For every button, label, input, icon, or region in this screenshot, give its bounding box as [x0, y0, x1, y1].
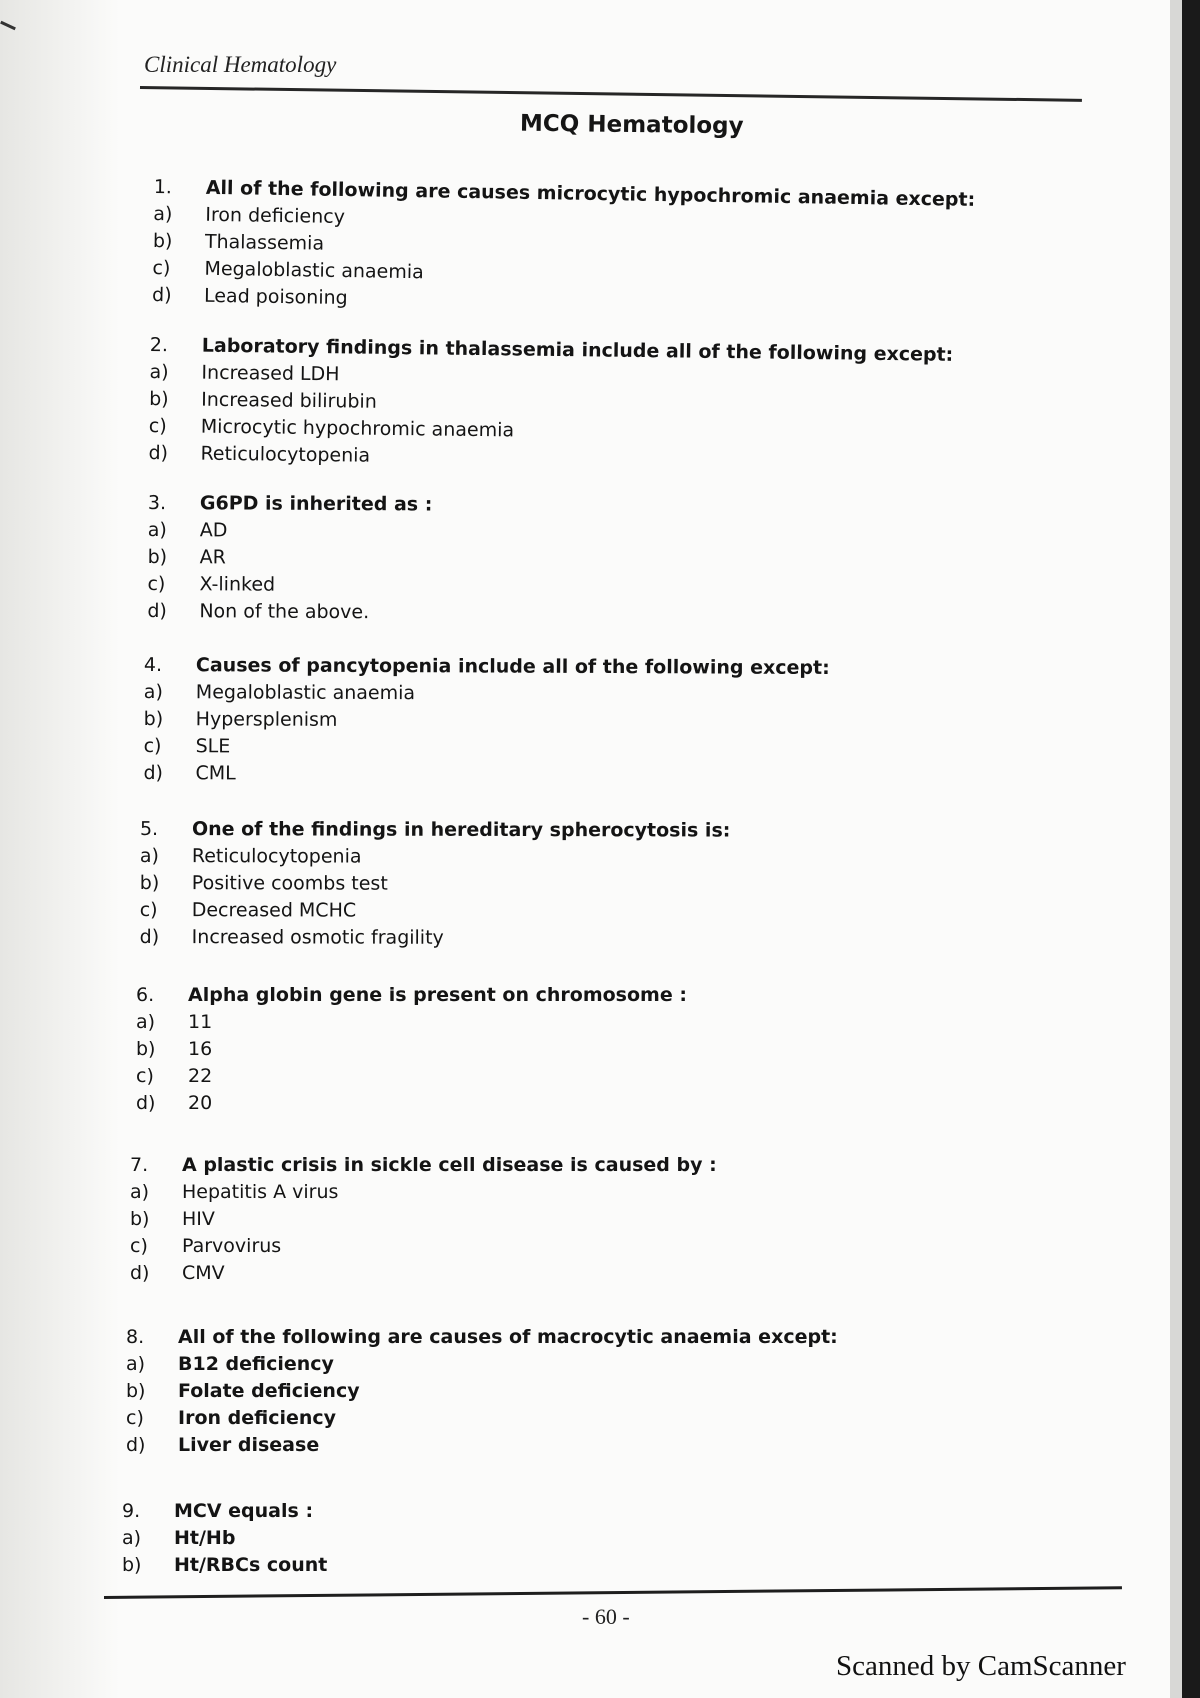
question-8 — [126, 1324, 1026, 1459]
option-letter: b) — [152, 229, 173, 253]
question-number: 5. — [139, 818, 159, 841]
option-text: B12 deficiency — [178, 1353, 334, 1375]
option-letter: d) — [148, 441, 169, 465]
section-title: MCQ Hematology — [519, 110, 744, 140]
question-1 — [152, 174, 1054, 323]
question-number: 3. — [147, 491, 167, 515]
option-letter: c) — [147, 572, 166, 596]
question-3 — [147, 490, 1048, 630]
option-letter: a) — [147, 518, 167, 542]
option-text: Reticulocytopenia — [200, 442, 371, 467]
page-number: - 60 - — [582, 1604, 630, 1629]
question-stem: A plastic crisis in sickle cell disease is caused by : — [182, 1154, 717, 1176]
option-text: 20 — [188, 1092, 213, 1114]
question-stem: All of the following are causes microcytic hypochromic anaemia except: — [205, 176, 976, 211]
option-letter: c) — [126, 1407, 144, 1429]
question-stem: Laboratory findings in thalassemia include all of the following except: — [201, 334, 954, 366]
option-letter: a) — [126, 1353, 146, 1375]
option-letter: c) — [136, 1065, 154, 1087]
question-stem: Alpha globin gene is present on chromosome : — [188, 984, 687, 1006]
option-text: Positive coombs test — [191, 872, 388, 895]
option-letter: d) — [130, 1262, 150, 1284]
question-stem: Causes of pancytopenia include all of the following except: — [195, 654, 830, 679]
question-stem: All of the following are causes of macrocytic anaemia except: — [178, 1326, 838, 1348]
option-letter: c) — [148, 414, 167, 438]
option-text: Megaloblastic anaemia — [195, 681, 416, 705]
option-text: Thalassemia — [204, 230, 325, 255]
option-text: Parvovirus — [182, 1235, 282, 1257]
option-text: Decreased MCHC — [191, 899, 357, 922]
option-text: Increased LDH — [201, 361, 340, 386]
option-letter: a) — [143, 680, 163, 704]
option-letter: a) — [149, 360, 169, 384]
option-text: 22 — [188, 1065, 213, 1087]
question-2 — [148, 332, 1050, 478]
option-letter: d) — [147, 599, 167, 623]
question-7 — [130, 1152, 1030, 1287]
option-text: AD — [199, 519, 228, 542]
option-text: Ht/RBCs count — [174, 1554, 328, 1576]
question-number: 9. — [122, 1500, 141, 1522]
option-text: Non of the above. — [199, 600, 370, 624]
option-letter: a) — [130, 1181, 150, 1203]
option-letter: a) — [136, 1011, 156, 1033]
question-number: 8. — [126, 1326, 145, 1348]
option-text: CML — [195, 762, 236, 785]
option-letter: a) — [122, 1527, 142, 1549]
question-5 — [140, 816, 1040, 953]
option-letter: c) — [152, 256, 171, 280]
option-letter: d) — [143, 761, 164, 785]
option-text: Ht/Hb — [174, 1527, 236, 1549]
question-6 — [136, 982, 1036, 1117]
question-number: 4. — [143, 654, 163, 677]
option-text: Increased osmotic fragility — [191, 926, 444, 949]
question-number: 7. — [130, 1154, 149, 1176]
option-letter: b) — [126, 1380, 146, 1402]
option-text: Lead poisoning — [203, 284, 348, 310]
option-text: Hypersplenism — [195, 708, 338, 731]
option-text: HIV — [182, 1208, 215, 1230]
question-stem: One of the findings in hereditary spherocytosis is: — [191, 818, 731, 842]
option-letter: b) — [147, 545, 168, 569]
option-text: 11 — [188, 1011, 213, 1033]
option-text: X-linked — [199, 573, 276, 596]
option-letter: b) — [139, 871, 160, 895]
option-text: Hepatitis A virus — [182, 1181, 339, 1203]
option-text: Folate deficiency — [178, 1380, 360, 1402]
option-text: Reticulocytopenia — [191, 845, 362, 868]
option-text: Increased bilirubin — [201, 388, 377, 413]
option-text: Iron deficiency — [205, 203, 346, 229]
option-letter: c) — [130, 1235, 148, 1257]
option-text: Iron deficiency — [178, 1407, 337, 1429]
option-letter: b) — [122, 1554, 142, 1576]
option-text: AR — [199, 546, 226, 569]
option-letter: d) — [151, 283, 172, 307]
option-letter: b) — [143, 707, 164, 731]
question-stem: MCV equals : — [174, 1500, 314, 1522]
running-header: Clinical Hematology — [144, 52, 337, 77]
option-text: Microcytic hypochromic anaemia — [200, 415, 515, 442]
option-letter: c) — [143, 734, 162, 758]
question-4 — [143, 652, 1044, 791]
option-letter: a) — [153, 202, 173, 226]
question-9 — [122, 1498, 1022, 1579]
option-letter: b) — [136, 1038, 156, 1060]
option-letter: b) — [149, 387, 169, 411]
option-text: Megaloblastic anaemia — [204, 257, 424, 284]
option-letter: d) — [139, 925, 160, 949]
question-number: 6. — [136, 984, 155, 1006]
option-text: 16 — [188, 1038, 213, 1060]
option-text: Liver disease — [178, 1434, 320, 1456]
scan-border-strip — [1170, 0, 1200, 1698]
question-number: 1. — [153, 175, 173, 199]
option-letter: b) — [130, 1208, 150, 1230]
option-letter: d) — [136, 1092, 156, 1114]
question-number: 2. — [149, 333, 169, 357]
option-letter: d) — [126, 1434, 146, 1456]
option-letter: a) — [139, 844, 159, 868]
scanner-watermark: Scanned by CamScanner — [836, 1650, 1126, 1682]
question-stem: G6PD is inherited as : — [199, 492, 433, 516]
option-text: CMV — [182, 1262, 225, 1284]
option-text: SLE — [195, 735, 231, 758]
option-letter: c) — [139, 898, 158, 922]
